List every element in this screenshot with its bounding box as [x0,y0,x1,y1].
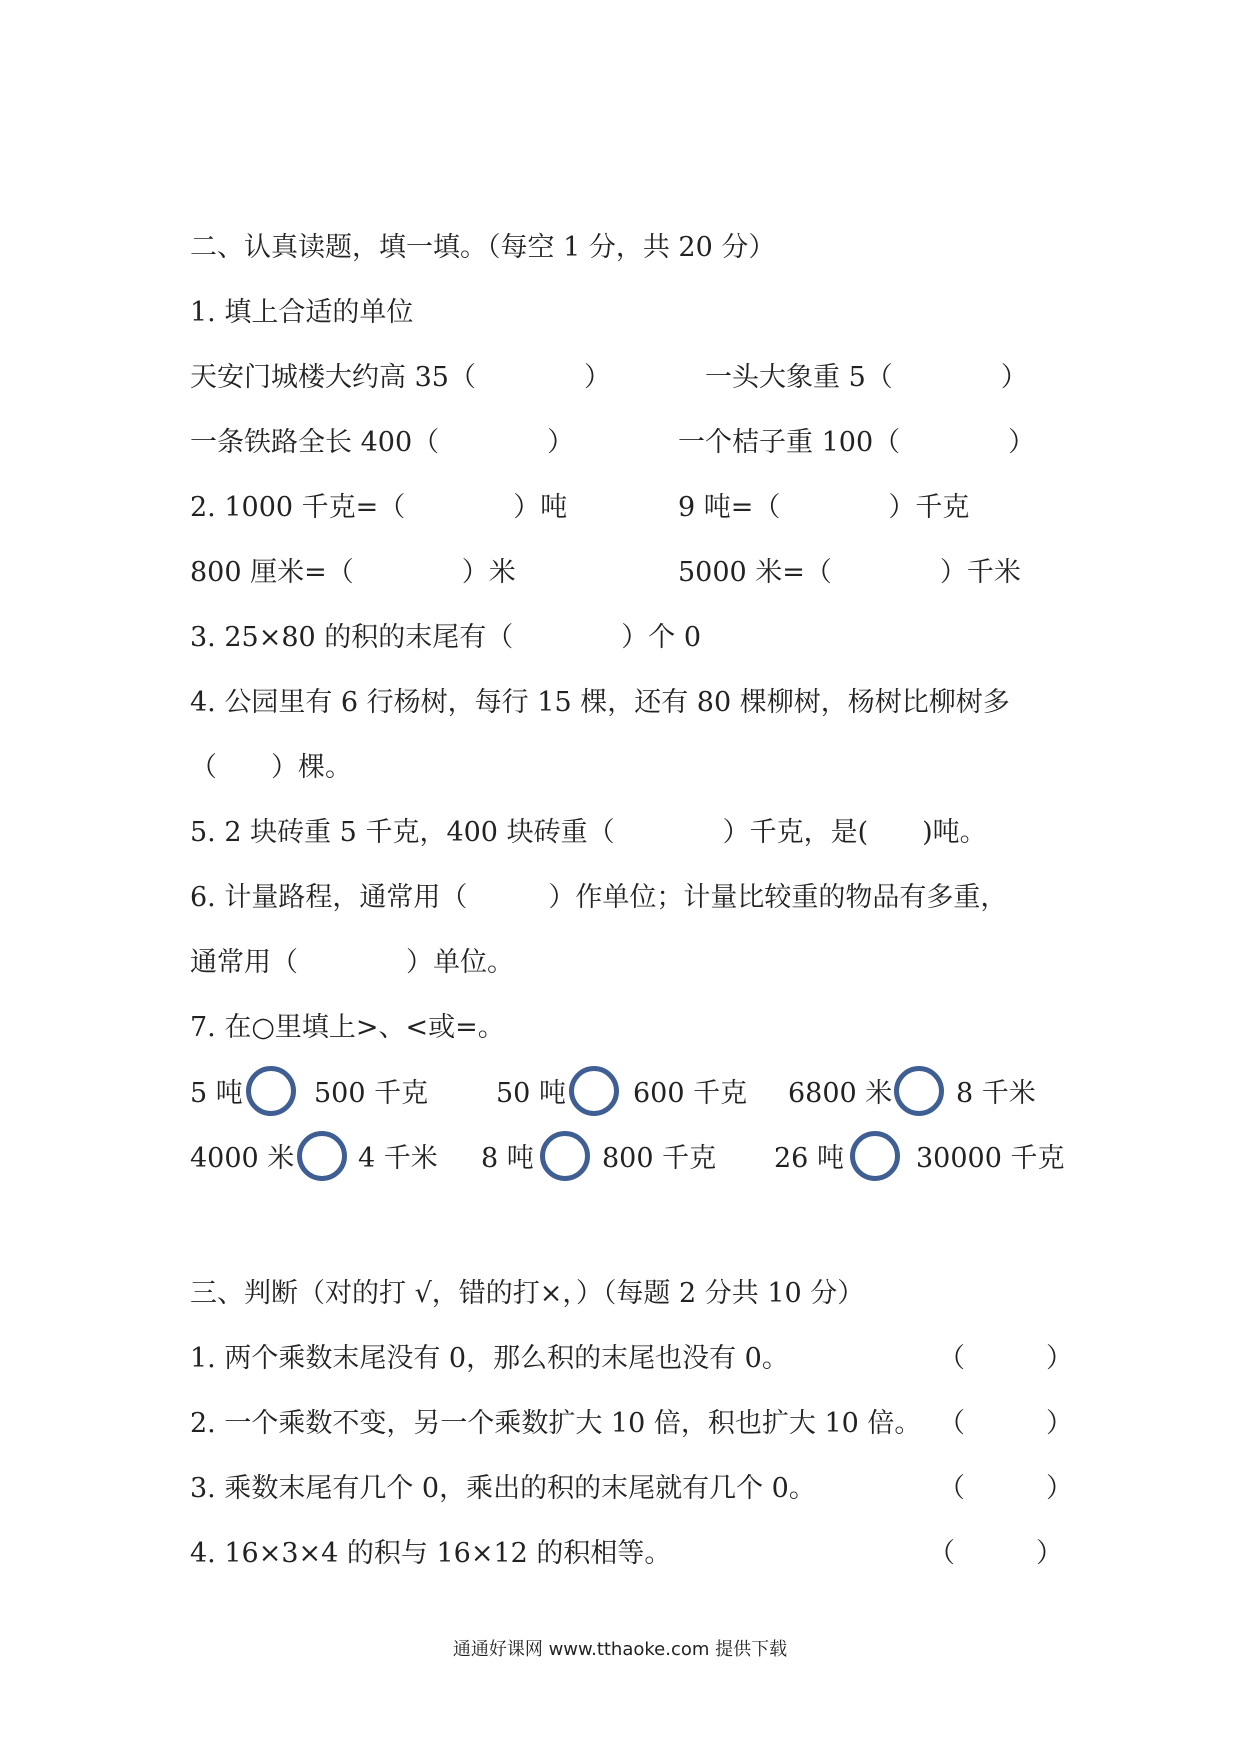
judge-text: 2. 一个乘数不变，另一个乘数扩大 10 倍，积也扩大 10 倍。 [190,1408,922,1439]
q1-item-b: 一头大象重 5（ ） [705,362,1028,393]
q6-line1: 6. 计量路程，通常用（ ）作单位；计量比较重的物品有多重， [190,882,1008,913]
judge-text: 1. 两个乘数末尾没有 0，那么积的末尾也没有 0。 [190,1343,789,1374]
q1-item-a: 天安门城楼大约高 35（ ） [190,362,611,393]
q1-row2 [190,423,1090,463]
judge-text: 4. 16×3×4 的积与 16×12 的积相等。 [190,1538,672,1569]
q1-item-c: 一条铁路全长 400（ ） [190,427,575,458]
q7-r1-c1-right: 500 千克 [314,1078,429,1109]
answer-blank[interactable]: （ ） [938,1473,1073,1504]
compare-circle[interactable] [297,1131,347,1181]
q7-r1-c3-left: 6800 米 [788,1078,893,1109]
judge-text: 3. 乘数末尾有几个 0，乘出的积的末尾就有几个 0。 [190,1473,816,1504]
q4-line2: （ ）棵。 [190,752,352,783]
q1-item-d: 一个桔子重 100（ ） [678,427,1036,458]
judge-item-1 [190,1339,1073,1379]
footer-source: 通通好课网 www.tthaoke.com 提供下载 [452,1639,788,1660]
q7-r1-c3-right: 8 千米 [956,1078,1036,1109]
q2-item-b: 9 吨=（ ）千克 [678,492,970,523]
q3: 3. 25×80 的积的末尾有（ ）个 0 [190,622,702,653]
section2-heading: 二、认真读题，填一填。（每空 1 分，共 20 分） [190,232,776,263]
q7-r1-c1-left: 5 吨 [190,1078,243,1109]
q2-item-d: 5000 米=（ ）千米 [678,557,1021,588]
q7-r2-c1-left: 4000 米 [190,1143,295,1174]
q4-line1: 4. 公园里有 6 行杨树，每行 15 棵，还有 80 棵柳树，杨树比柳树多 [190,687,1010,718]
q7-r1-c2-left: 50 吨 [496,1078,566,1109]
answer-blank[interactable]: （ ） [938,1343,1073,1374]
q7-r2-c1-right: 4 千米 [358,1143,438,1174]
q2-item-c: 800 厘米=（ ）米 [190,557,516,588]
q5: 5. 2 块砖重 5 千克，400 块砖重（ ）千克，是( )吨。 [190,817,987,848]
q2-row2 [190,553,1090,593]
q1-title: 1. 填上合适的单位 [190,297,414,328]
judge-item-4 [190,1534,1070,1574]
compare-circle[interactable] [850,1131,900,1181]
section3-heading: 三、判断（对的打 √，错的打×，）（每题 2 分共 10 分） [190,1278,865,1309]
compare-circle[interactable] [569,1066,619,1116]
answer-blank[interactable]: （ ） [928,1538,1063,1569]
q1-row1 [190,358,1090,398]
q7-row2 [190,1139,1090,1179]
answer-blank[interactable]: （ ） [938,1408,1073,1439]
compare-circle[interactable] [246,1066,296,1116]
compare-circle[interactable] [894,1066,944,1116]
compare-circle[interactable] [540,1131,590,1181]
q7-r2-c3-right: 30000 千克 [916,1143,1065,1174]
judge-item-3 [190,1469,1073,1509]
q6-line2: 通常用（ ）单位。 [190,947,514,978]
q7-r2-c2-left: 8 吨 [481,1143,534,1174]
q7-row1 [190,1074,1090,1114]
q2-row1 [190,488,1090,528]
q7-r2-c3-left: 26 吨 [774,1143,844,1174]
judge-item-2 [190,1404,1073,1444]
q7-title: 7. 在○里填上>、<或=。 [190,1012,505,1043]
q7-r1-c2-right: 600 千克 [633,1078,748,1109]
q7-r2-c2-right: 800 千克 [602,1143,717,1174]
q2-item-a: 2. 1000 千克=（ ）吨 [190,492,568,523]
